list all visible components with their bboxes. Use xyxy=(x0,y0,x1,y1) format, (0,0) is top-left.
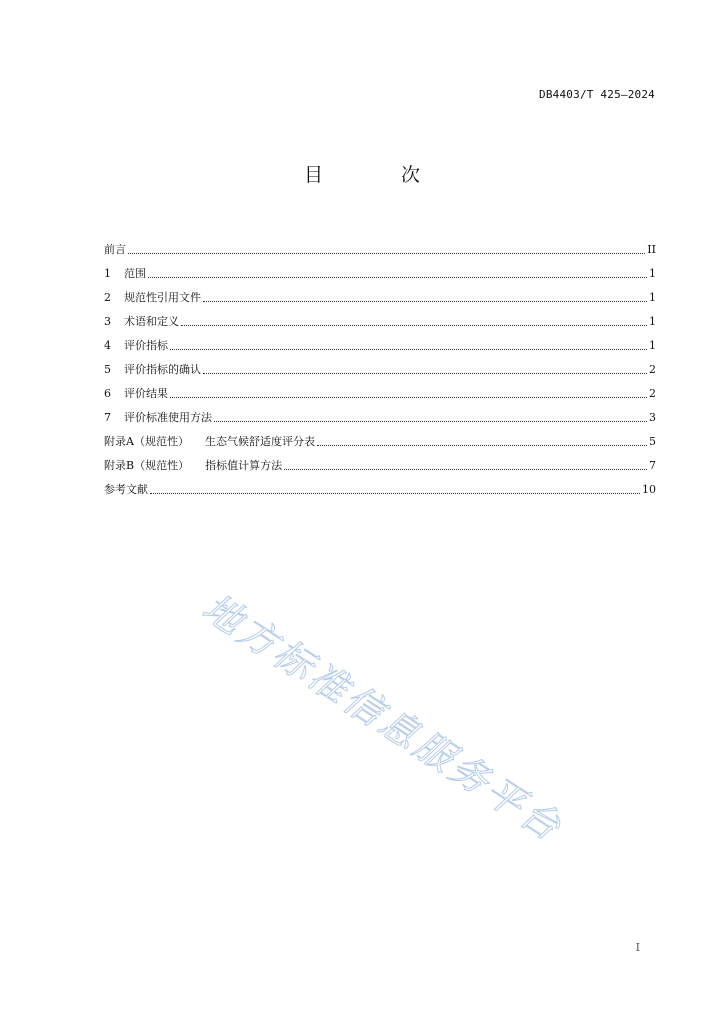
toc-entry-indicator-confirmation[interactable] xyxy=(104,354,656,378)
dot-leader xyxy=(317,444,647,446)
toc-entry-label: 附录B（规范性） xyxy=(104,459,190,472)
dot-leader xyxy=(150,492,640,494)
dot-leader xyxy=(284,468,647,470)
toc-entry-subtitle: 生态气候舒适度评分表 xyxy=(204,435,315,448)
toc-entry-number: 3 xyxy=(104,315,111,328)
toc-entry-evaluation-results[interactable] xyxy=(104,378,656,402)
toc-entry-subtitle: 指标值计算方法 xyxy=(205,459,283,472)
dot-leader xyxy=(170,348,647,350)
dot-leader xyxy=(203,300,647,302)
toc-entry-appendix-b[interactable] xyxy=(104,450,656,474)
toc-entry-page: 1 xyxy=(649,339,656,352)
toc-entry-usage-method[interactable] xyxy=(104,402,656,426)
toc-entry-page: II xyxy=(647,243,656,256)
toc-entry-label: 评价指标 xyxy=(124,339,168,352)
dot-leader xyxy=(128,252,645,254)
watermark-text: 地方标准信息服务平台 xyxy=(194,585,572,851)
toc-entry-scope[interactable] xyxy=(104,258,656,282)
toc-entry-terms-definitions[interactable] xyxy=(104,306,656,330)
toc-entry-foreword[interactable] xyxy=(104,234,656,258)
toc-entry-appendix-a[interactable] xyxy=(104,426,656,450)
toc-entry-page: 2 xyxy=(649,387,656,400)
toc-entry-number: 4 xyxy=(104,339,111,352)
toc-entry-evaluation-indicators[interactable] xyxy=(104,330,656,354)
table-of-contents xyxy=(104,234,656,498)
toc-title: 目 次 xyxy=(303,164,457,186)
toc-entry-label: 前言 xyxy=(104,243,126,256)
toc-entry-page: 7 xyxy=(649,459,656,472)
toc-entry-number: 1 xyxy=(104,267,111,280)
toc-entry-label: 参考文献 xyxy=(104,483,148,496)
toc-entry-number: 2 xyxy=(104,291,111,304)
toc-entry-number: 5 xyxy=(104,363,111,376)
toc-entry-page: 3 xyxy=(649,411,656,424)
dot-leader xyxy=(148,276,647,278)
document-code: DB4403/T 425—2024 xyxy=(539,88,655,101)
toc-entry-page: 2 xyxy=(649,363,656,376)
toc-entry-page: 5 xyxy=(649,435,656,448)
toc-entry-page: 10 xyxy=(642,483,656,496)
toc-entry-page: 1 xyxy=(649,267,656,280)
toc-entry-label: 附录A（规范性） xyxy=(104,435,189,448)
dot-leader xyxy=(203,372,647,374)
toc-entry-label: 评价指标的确认 xyxy=(124,363,201,376)
toc-entry-number: 6 xyxy=(104,387,111,400)
page-number: I xyxy=(635,941,640,954)
toc-entry-normative-references[interactable] xyxy=(104,282,656,306)
toc-entry-number: 7 xyxy=(104,411,111,424)
dot-leader xyxy=(214,420,647,422)
toc-entry-label: 评价结果 xyxy=(124,387,168,400)
toc-entry-bibliography[interactable] xyxy=(104,474,656,498)
dot-leader xyxy=(170,396,647,398)
dot-leader xyxy=(181,324,647,326)
toc-entry-page: 1 xyxy=(649,315,656,328)
toc-entry-page: 1 xyxy=(649,291,656,304)
toc-entry-label: 术语和定义 xyxy=(124,315,179,328)
toc-entry-label: 规范性引用文件 xyxy=(124,291,201,304)
toc-entry-label: 评价标准使用方法 xyxy=(124,411,212,424)
toc-entry-label: 范围 xyxy=(124,267,146,280)
